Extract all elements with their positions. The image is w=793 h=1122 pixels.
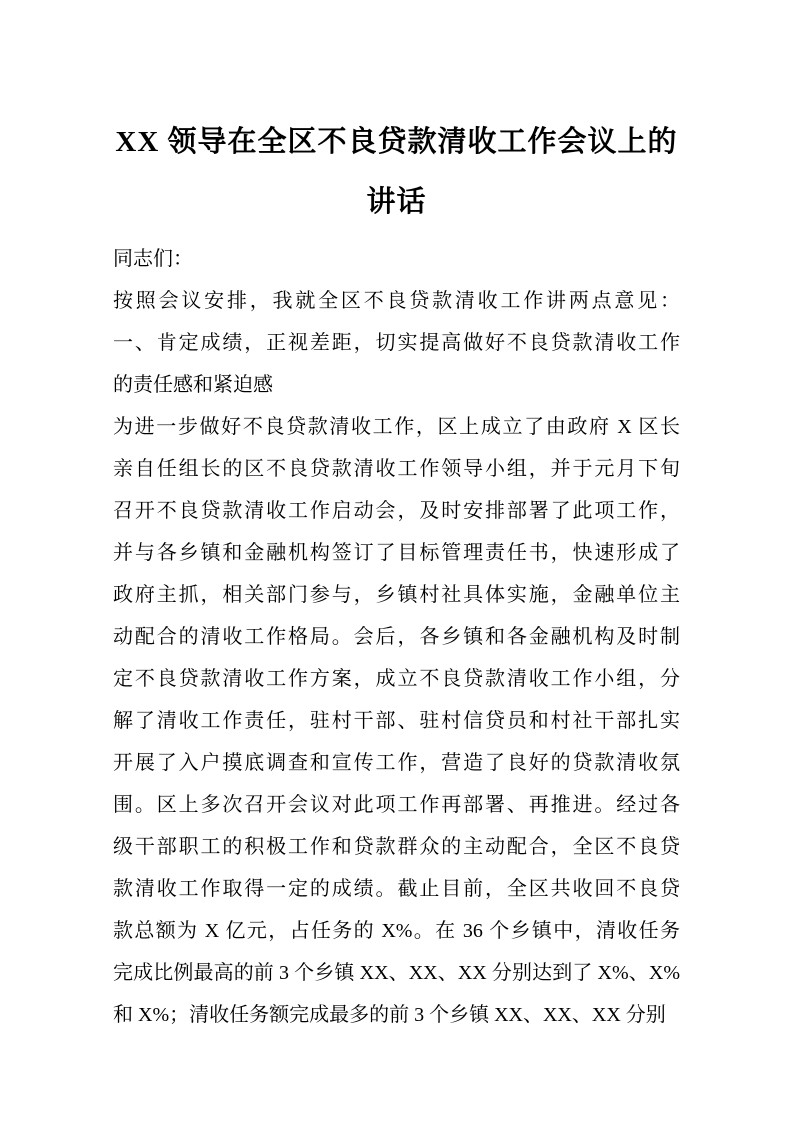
document-title: [113, 112, 680, 232]
body-text: [113, 238, 680, 1036]
body-line: 的责任感和紧迫感: [113, 374, 273, 396]
body-line: 定不良贷款清收工作方案，成立不良贷款清收工作小组，分: [113, 668, 680, 690]
title-line-1: XX 领导在全区不良贷款清收工作会议上的: [115, 126, 678, 158]
body-line: 款清收工作取得一定的成绩。截止目前，全区共收回不良贷: [113, 878, 680, 900]
body-line: 动配合的清收工作格局。会后，各乡镇和各金融机构及时制: [113, 626, 680, 648]
body-line: 和 X%；清收任务额完成最多的前 3 个乡镇 XX、XX、XX 分别: [113, 1004, 666, 1026]
body-line: 同志们：: [113, 248, 193, 270]
body-line: 开展了入户摸底调查和宣传工作，营造了良好的贷款清收氛: [113, 752, 680, 774]
body-line: 完成比例最高的前 3 个乡镇 XX、XX、XX 分别达到了 X%、X%: [113, 962, 680, 984]
body-line: 级干部职工的积极工作和贷款群众的主动配合，全区不良贷: [113, 836, 680, 858]
body-line: 召开不良贷款清收工作启动会，及时安排部署了此项工作，: [113, 500, 680, 522]
body-line: 一、肯定成绩，正视差距，切实提高做好不良贷款清收工作: [113, 332, 680, 354]
body-line: 按照会议安排，我就全区不良贷款清收工作讲两点意见：: [113, 290, 680, 312]
title-line-2: 讲话: [366, 186, 427, 218]
body-line: 围。区上多次召开会议对此项工作再部署、再推进。经过各: [113, 794, 680, 816]
body-line: 款总额为 X 亿元，占任务的 X%。在 36 个乡镇中，清收任务: [113, 920, 680, 942]
body-line: 解了清收工作责任，驻村干部、驻村信贷员和村社干部扎实: [113, 710, 680, 732]
body-line: 亲自任组长的区不良贷款清收工作领导小组，并于元月下旬: [113, 458, 680, 480]
body-line: 政府主抓，相关部门参与，乡镇村社具体实施，金融单位主: [113, 584, 680, 606]
body-line: 为进一步做好不良贷款清收工作，区上成立了由政府 X 区长: [113, 416, 680, 438]
body-line: 并与各乡镇和金融机构签订了目标管理责任书，快速形成了: [113, 542, 680, 564]
